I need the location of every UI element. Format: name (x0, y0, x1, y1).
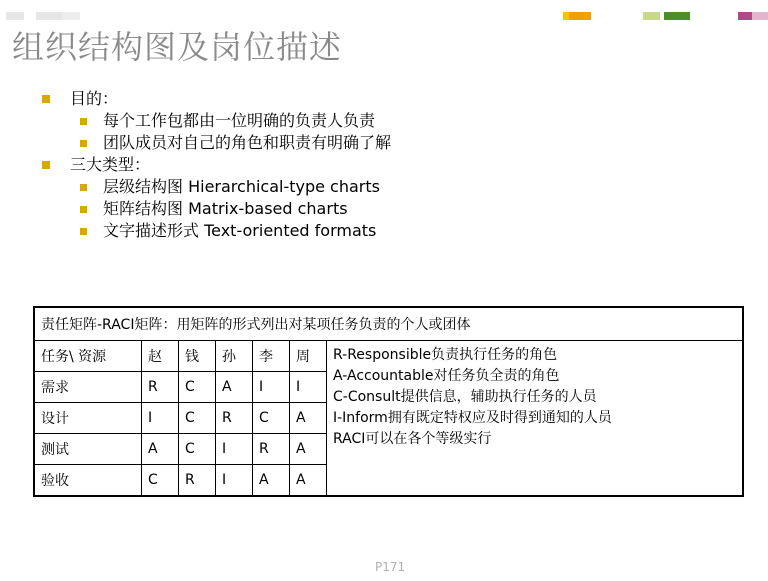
raci-header-row (34, 307, 743, 341)
bullet-purpose-item (80, 132, 391, 154)
raci-header: 责任矩阵-RACI矩阵：用矩阵的形式列出对某项任务负责的个人或团体 (34, 307, 743, 341)
legend-line: R-Responsible负责执行任务的角色 (333, 347, 558, 363)
decor-bar-lightpink (752, 12, 768, 20)
column-header-person: 钱 (179, 341, 216, 372)
raci-cell: C (179, 372, 216, 403)
column-header-person: 李 (253, 341, 290, 372)
decor-bar-gray-1 (6, 12, 24, 20)
legend-line: A-Accountable对任务负全责的角色 (333, 368, 560, 384)
task-cell: 需求 (34, 372, 142, 403)
decor-bar-green (664, 12, 690, 20)
bullet-text: 每个工作包都由一位明确的负责人负责 (103, 111, 376, 130)
bullet-square-icon (42, 161, 50, 169)
bullet-text: 团队成员对自己的角色和职责有明确了解 (103, 133, 392, 152)
raci-legend (327, 341, 744, 497)
bullet-purpose (42, 88, 391, 110)
bullet-text: 文字描述形式 Text-oriented formats (103, 221, 377, 240)
bullet-purpose-item (80, 110, 391, 132)
bullet-type-item (80, 176, 391, 198)
raci-cell: I (142, 403, 179, 434)
raci-cell: A (216, 372, 253, 403)
slide-title: 组织结构图及岗位描述 (12, 28, 343, 66)
bullet-types (42, 154, 391, 176)
raci-cell: R (216, 403, 253, 434)
bullet-square-icon (80, 206, 87, 213)
column-header-person: 孙 (216, 341, 253, 372)
legend-line: I-Inform拥有既定特权应及时得到通知的人员 (333, 410, 612, 426)
legend-line: RACI可以在各个等级实行 (333, 431, 492, 447)
raci-cell: I (216, 434, 253, 465)
bullet-square-icon (80, 184, 87, 191)
bullet-list (42, 88, 391, 242)
raci-cell: A (142, 434, 179, 465)
decor-bar-lightgreen (643, 12, 660, 20)
raci-cell: A (253, 465, 290, 497)
raci-cell: I (290, 372, 327, 403)
bullet-text: 三大类型： (70, 155, 151, 174)
task-cell: 设计 (34, 403, 142, 434)
raci-column-row (34, 341, 743, 372)
bullet-square-icon (80, 118, 87, 125)
raci-cell: A (290, 465, 327, 497)
bullet-square-icon (42, 95, 50, 103)
raci-cell: I (253, 372, 290, 403)
bullet-text: 矩阵结构图 Matrix-based charts (103, 199, 348, 218)
legend-line: C-Consult提供信息，辅助执行任务的人员 (333, 389, 597, 405)
raci-cell: C (253, 403, 290, 434)
bullet-square-icon (80, 140, 87, 147)
decor-bar-orange (569, 12, 591, 20)
bullet-type-item (80, 220, 391, 242)
raci-cell: R (142, 372, 179, 403)
raci-cell: I (216, 465, 253, 497)
task-cell: 验收 (34, 465, 142, 497)
raci-table (33, 306, 744, 497)
decor-bar-gray-3 (62, 12, 80, 20)
raci-cell: R (253, 434, 290, 465)
decor-bar-pink (738, 12, 752, 20)
page-number: P171 (375, 560, 406, 574)
bullet-text: 目的： (70, 89, 119, 108)
column-header-person: 赵 (142, 341, 179, 372)
raci-cell: C (179, 434, 216, 465)
column-header-person: 周 (290, 341, 327, 372)
raci-cell: A (290, 403, 327, 434)
column-header-task: 任务\ 资源 (34, 341, 142, 372)
bullet-text: 层级结构图 Hierarchical-type charts (103, 177, 380, 196)
raci-cell: C (179, 403, 216, 434)
bullet-type-item (80, 198, 391, 220)
task-cell: 测试 (34, 434, 142, 465)
decor-bar-gray-2 (36, 12, 62, 20)
bullet-square-icon (80, 228, 87, 235)
raci-cell: R (179, 465, 216, 497)
raci-cell: C (142, 465, 179, 497)
raci-cell: A (290, 434, 327, 465)
